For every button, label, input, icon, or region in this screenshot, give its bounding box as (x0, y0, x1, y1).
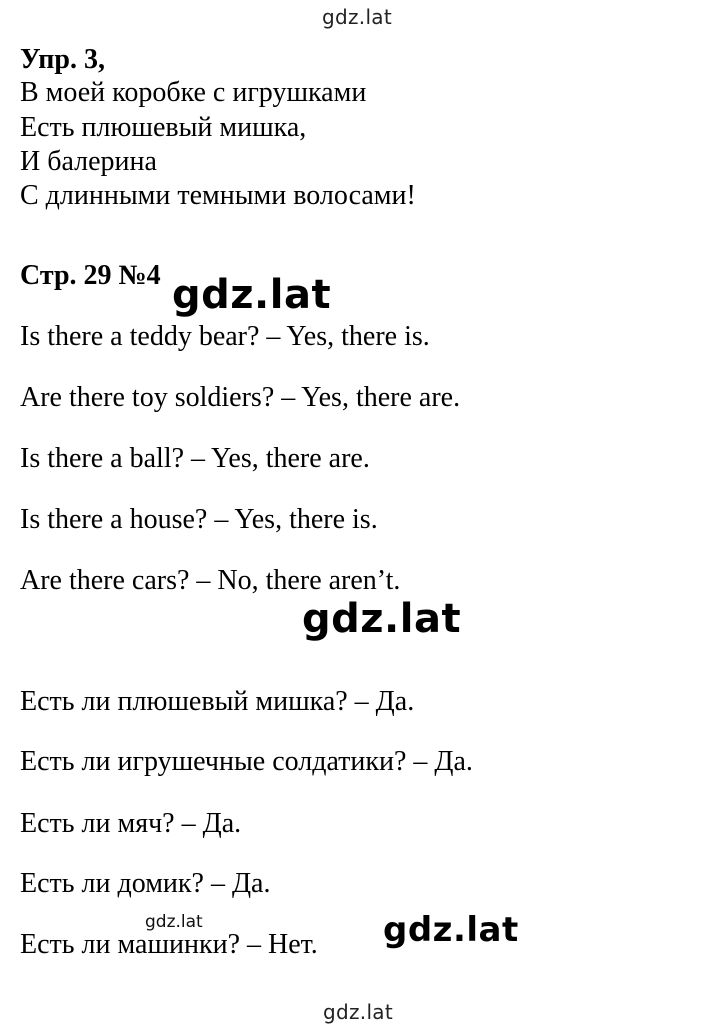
russian-line-5: Есть ли машинки? – Нет. (20, 929, 318, 960)
poem-line-4: С длинными темными волосами! (20, 180, 416, 211)
russian-line-4: Есть ли домик? – Да. (20, 868, 271, 899)
watermark-inline-big: gdz.lat (383, 910, 519, 950)
russian-line-2: Есть ли игрушечные солдатики? – Да. (20, 746, 473, 777)
exercise-3-heading: Упр. 3, (20, 44, 105, 75)
russian-line-3: Есть ли мяч? – Да. (20, 808, 242, 839)
english-line-1: Is there a teddy bear? – Yes, there is. (20, 321, 430, 352)
english-line-5: Are there cars? – No, there aren’t. (20, 565, 401, 596)
watermark-inline-small: gdz.lat (145, 912, 203, 932)
russian-line-1: Есть ли плюшевый мишка? – Да. (20, 686, 415, 717)
english-line-2: Are there toy soldiers? – Yes, there are. (20, 382, 461, 413)
page-29-heading: Стр. 29 №4 (20, 260, 161, 291)
poem-line-2: Есть плюшевый мишка, (20, 112, 307, 143)
watermark-bottom: gdz.lat (323, 1000, 394, 1024)
watermark-mid-2: gdz.lat (302, 596, 462, 642)
english-line-4: Is there a house? – Yes, there is. (20, 504, 378, 535)
english-line-3: Is there a ball? – Yes, there are. (20, 443, 370, 474)
watermark-top: gdz.lat (322, 5, 393, 29)
poem-line-3: И балерина (20, 146, 157, 177)
poem-line-1: В моей коробке с игрушками (20, 77, 367, 108)
watermark-mid-1: gdz.lat (172, 272, 332, 318)
